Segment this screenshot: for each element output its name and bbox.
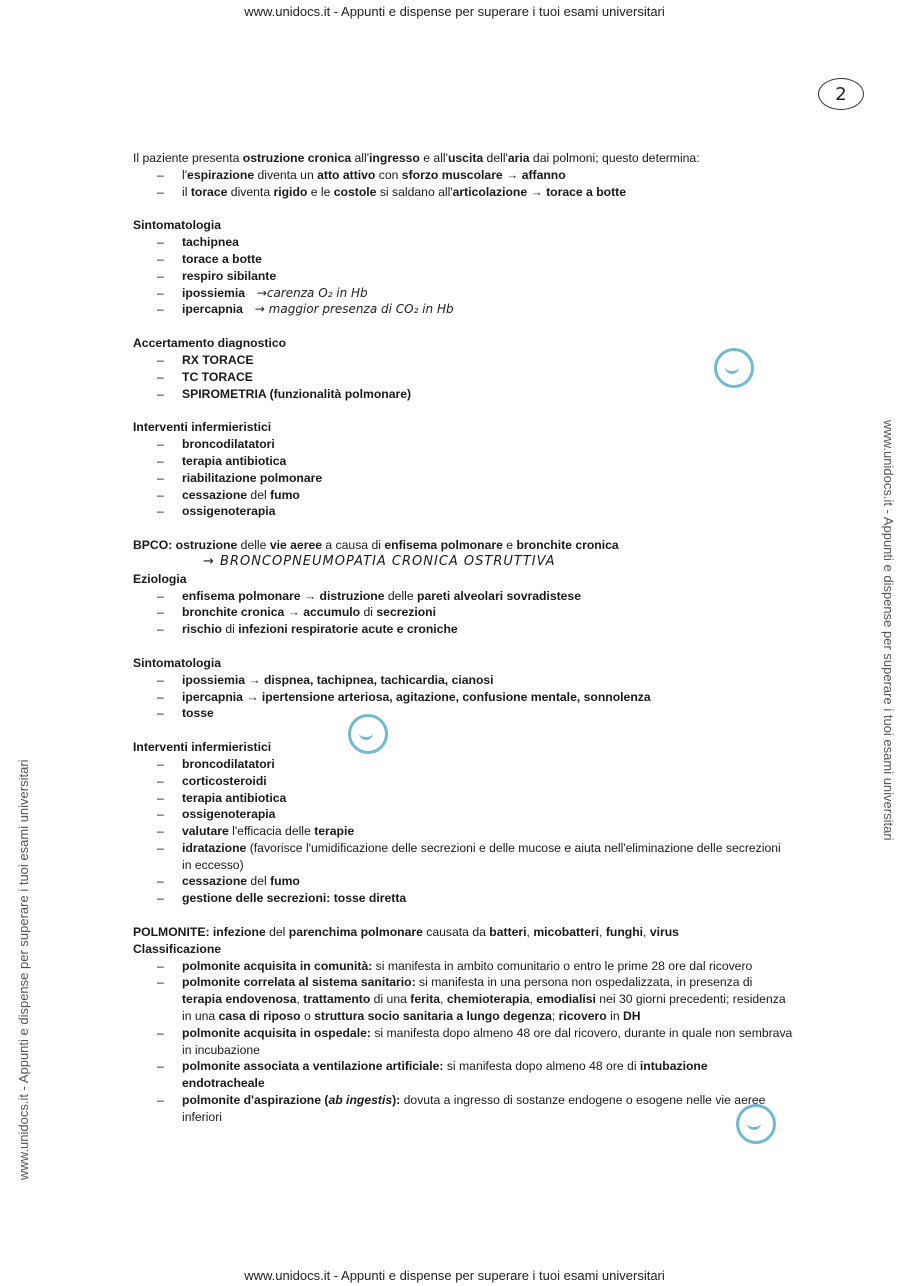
text-run: ; — [551, 1009, 559, 1024]
text-run: distruzione — [319, 588, 385, 603]
text-run: , — [643, 925, 650, 940]
text-run: (favorisce l'umidificazione delle secrezioni e delle mucose e aiuta nell'eliminazione delle secrezioni in eccesso) — [182, 840, 781, 872]
text-run: torace a botte — [546, 184, 627, 199]
list-item — [133, 1058, 793, 1092]
text-run: BPCO: ostruzione — [133, 538, 238, 553]
document-body — [133, 150, 793, 1126]
text-run: , — [296, 992, 304, 1007]
text-run: TC TORACE — [182, 369, 253, 384]
text-run: articolazione — [452, 184, 528, 199]
text-run: Il paziente presenta — [133, 151, 243, 165]
text-run: corticosteroidi — [182, 773, 267, 788]
text-run: emodialisi — [536, 992, 596, 1007]
text-run: polmonite acquisita in comunità: — [182, 958, 373, 973]
list-item — [133, 773, 793, 790]
text-run: struttura socio sanitaria a lungo degenza — [314, 1009, 552, 1024]
text-run: broncodilatatori — [182, 437, 275, 452]
list-item — [133, 301, 793, 318]
text-run: tosse — [182, 706, 214, 721]
text-run: rischio — [182, 622, 222, 637]
text-run: costole — [333, 184, 377, 199]
list-item — [133, 705, 793, 722]
text-run: causata da — [422, 925, 490, 940]
text-run: respiro sibilante — [182, 268, 277, 283]
text-run: in — [606, 1009, 623, 1024]
list-item — [133, 268, 793, 285]
text-run: polmonite correlata al sistema sanitario: — [182, 975, 416, 990]
text-run: casa di riposo — [218, 1009, 301, 1024]
text-run: atto attivo — [317, 167, 376, 182]
text-run: sforzo muscolare — [401, 167, 503, 182]
list-item — [133, 352, 793, 369]
list-item — [133, 621, 793, 638]
text-run: tachipnea — [182, 235, 239, 250]
text-run: ricovero — [558, 1009, 607, 1024]
text-run: diventa — [227, 184, 274, 199]
text-run: ferita — [410, 992, 441, 1007]
list-item — [133, 436, 793, 453]
symptoms-list — [133, 234, 793, 318]
text-run: o — [300, 1009, 315, 1024]
list-item — [133, 790, 793, 807]
text-run: idratazione — [182, 840, 247, 855]
section-heading: Sintomatologia — [133, 218, 222, 233]
text-run: → — [284, 605, 304, 620]
text-run: polmonite associata a ventilazione artificiale: — [182, 1059, 444, 1074]
text-run: ossigenoterapia — [182, 504, 276, 519]
text-run: dovuta a ingresso di sostanze endogene o esogene nelle vie aeree inferiori — [182, 1093, 766, 1124]
classification-list — [133, 958, 793, 1126]
list-item — [133, 890, 793, 907]
text-run: valutare — [182, 824, 229, 839]
text-run: micobatteri — [533, 925, 600, 940]
text-run: del — [247, 487, 271, 502]
watermark-right: www.unidocs.it - Appunti e dispense per superare i tuoi esami universitari — [881, 420, 896, 841]
list-item — [133, 689, 793, 706]
text-run: cessazione — [182, 487, 248, 502]
text-run: ipossiemia → dispnea, tachipnea, tachicardia, cianosi — [182, 672, 494, 687]
text-run: enfisema polmonare — [182, 588, 301, 603]
list-item — [133, 167, 793, 184]
watermark-top: www.unidocs.it - Appunti e dispense per superare i tuoi esami universitari — [244, 4, 665, 19]
text-run: SPIROMETRIA (funzionalità polmonare) — [182, 386, 412, 401]
text-run: chemioterapia — [446, 992, 530, 1007]
text-run: a causa di — [322, 538, 385, 553]
text-run: e all' — [419, 151, 448, 165]
text-run: terapia antibiotica — [182, 453, 287, 468]
text-run: nei 30 giorni precedenti; residenza in una — [182, 992, 786, 1024]
text-run: rigido — [273, 184, 308, 199]
text-run: trattamento — [303, 992, 371, 1007]
text-run: polmonite d'aspirazione ( — [182, 1093, 329, 1108]
text-run: torace a botte — [182, 251, 262, 266]
text-run: si saldano all' — [376, 184, 453, 199]
list-item — [133, 1092, 793, 1126]
section-heading: Sintomatologia — [133, 655, 222, 670]
text-run: enfisema polmonare — [384, 538, 503, 553]
text-run: dai polmoni; questo determina: — [529, 151, 700, 165]
text-run: pareti alveolari sovradistese — [417, 588, 581, 603]
list-item — [133, 503, 793, 520]
text-run: terapie — [314, 824, 355, 839]
text-run: delle — [384, 588, 418, 603]
text-run: parenchima polmonare — [288, 925, 423, 940]
etiology-list — [133, 588, 793, 638]
text-run: → — [300, 588, 320, 603]
list-item — [133, 604, 793, 621]
text-run: con — [375, 167, 402, 182]
text-run: l'efficacia delle — [228, 824, 315, 839]
watermark-bottom: www.unidocs.it - Appunti e dispense per superare i tuoi esami universitari — [244, 1268, 665, 1283]
text-run: , — [529, 992, 537, 1007]
text-run: → — [527, 184, 547, 199]
section-heading: Classificazione — [133, 941, 222, 956]
text-run: espirazione — [187, 167, 255, 182]
text-run: , — [440, 992, 447, 1007]
text-run: riabilitazione polmonare — [182, 470, 323, 485]
list-item — [133, 251, 793, 268]
text-run: funghi — [605, 925, 644, 940]
text-run: DH — [623, 1009, 641, 1024]
handwritten-note: → BRONCOPNEUMOPATIA CRONICA OSTRUTTIVA — [203, 553, 556, 569]
bpco-nursing-list — [133, 756, 793, 907]
text-run: aria — [507, 151, 530, 165]
text-run: bronchite cronica — [516, 538, 619, 553]
text-run: affanno — [521, 167, 566, 182]
text-run: ): — [392, 1093, 401, 1108]
text-run: vie aeree — [269, 538, 322, 553]
text-run: accumulo — [303, 605, 361, 620]
diagnostic-list — [133, 352, 793, 402]
polmonite-definition — [133, 924, 793, 941]
handwritten-note: →carenza O₂ in Hb — [253, 285, 368, 300]
text-run: , — [526, 925, 534, 940]
text-run: dell' — [483, 151, 508, 165]
text-run: broncodilatatori — [182, 756, 275, 771]
list-item — [133, 470, 793, 487]
list-item — [133, 806, 793, 823]
page-number: 2 — [818, 78, 864, 110]
text-run: ostruzione cronica — [242, 151, 352, 165]
text-run: → — [502, 167, 522, 182]
bpco-symptoms-list — [133, 672, 793, 722]
text-run: diventa un — [254, 167, 318, 182]
list-item — [133, 369, 793, 386]
list-item — [133, 285, 793, 302]
section-heading: Interventi infermieristici — [133, 420, 272, 435]
text-run: l' — [182, 167, 188, 182]
text-run: delle — [237, 538, 270, 553]
text-run: torace — [190, 184, 228, 199]
list-item — [133, 823, 793, 840]
list-item — [133, 672, 793, 689]
list-item — [133, 840, 793, 874]
handwritten-note: → maggior presenza di CO₂ in Hb — [250, 302, 454, 317]
text-run: ossigenoterapia — [182, 807, 276, 822]
list-item — [133, 873, 793, 890]
list-item — [133, 756, 793, 773]
text-run: ipossiemia — [182, 285, 245, 300]
text-run: infezione — [212, 925, 266, 940]
bpco-definition — [133, 537, 793, 554]
text-run: ipercapnia — [182, 302, 243, 317]
text-run: di una — [370, 992, 411, 1007]
text-run: ab ingestis — [328, 1093, 393, 1108]
list-item — [133, 386, 793, 403]
nursing-list — [133, 436, 793, 520]
section-heading: Eziologia — [133, 571, 187, 586]
text-run: si manifesta dopo almeno 48 ore dal ricovero, durante in quale non sembrava in incubazione — [182, 1025, 793, 1057]
text-run: virus — [649, 925, 679, 940]
text-run: intubazione endotracheale — [182, 1059, 708, 1091]
text-run: RX TORACE — [182, 352, 254, 367]
text-run: il — [182, 184, 191, 199]
text-run: secrezioni — [376, 605, 437, 620]
list-item — [133, 588, 793, 605]
section-heading: Accertamento diagnostico — [133, 336, 287, 351]
watermark-left: www.unidocs.it - Appunti e dispense per superare i tuoi esami universitari — [16, 759, 31, 1180]
text-run: , — [599, 925, 606, 940]
text-run: ipercapnia → ipertensione arteriosa, agitazione, confusione mentale, sonnolenza — [182, 689, 651, 704]
text-run: si manifesta in una persona non ospedalizzata, in presenza di — [415, 975, 753, 990]
list-item — [133, 184, 793, 201]
section-heading: Interventi infermieristici — [133, 740, 272, 755]
text-run: cessazione — [182, 874, 248, 889]
list-item — [133, 234, 793, 251]
list-item — [133, 958, 793, 975]
text-run: all' — [351, 151, 370, 165]
text-run: e le — [307, 184, 334, 199]
text-run: fumo — [270, 487, 300, 502]
text-run: di — [360, 605, 377, 620]
intro-paragraph — [133, 150, 793, 167]
text-run: gestione delle secrezioni: tosse diretta — [182, 891, 407, 906]
text-run: si manifesta in ambito comunitario o entro le prime 28 ore dal ricovero — [372, 958, 753, 973]
list-item — [133, 453, 793, 470]
text-run: polmonite acquisita in ospedale: — [182, 1025, 371, 1040]
text-run: POLMONITE: — [133, 925, 210, 940]
text-run: infezioni respiratorie acute e croniche — [238, 622, 458, 637]
text-run: di — [221, 622, 239, 637]
text-run: del — [265, 925, 289, 940]
text-run: e — [502, 538, 517, 553]
intro-list — [133, 167, 793, 201]
text-run: terapia antibiotica — [182, 790, 287, 805]
list-item — [133, 974, 793, 1024]
text-run: terapia endovenosa — [182, 992, 297, 1007]
text-run: batteri — [489, 925, 527, 940]
text-run: del — [247, 874, 271, 889]
list-item — [133, 1025, 793, 1059]
text-run: ingresso — [369, 151, 420, 165]
text-run: fumo — [270, 874, 300, 889]
text-run: bronchite cronica — [182, 605, 285, 620]
text-run: uscita — [447, 151, 484, 165]
list-item — [133, 487, 793, 504]
text-run: si manifesta dopo almeno 48 ore di — [443, 1059, 640, 1074]
